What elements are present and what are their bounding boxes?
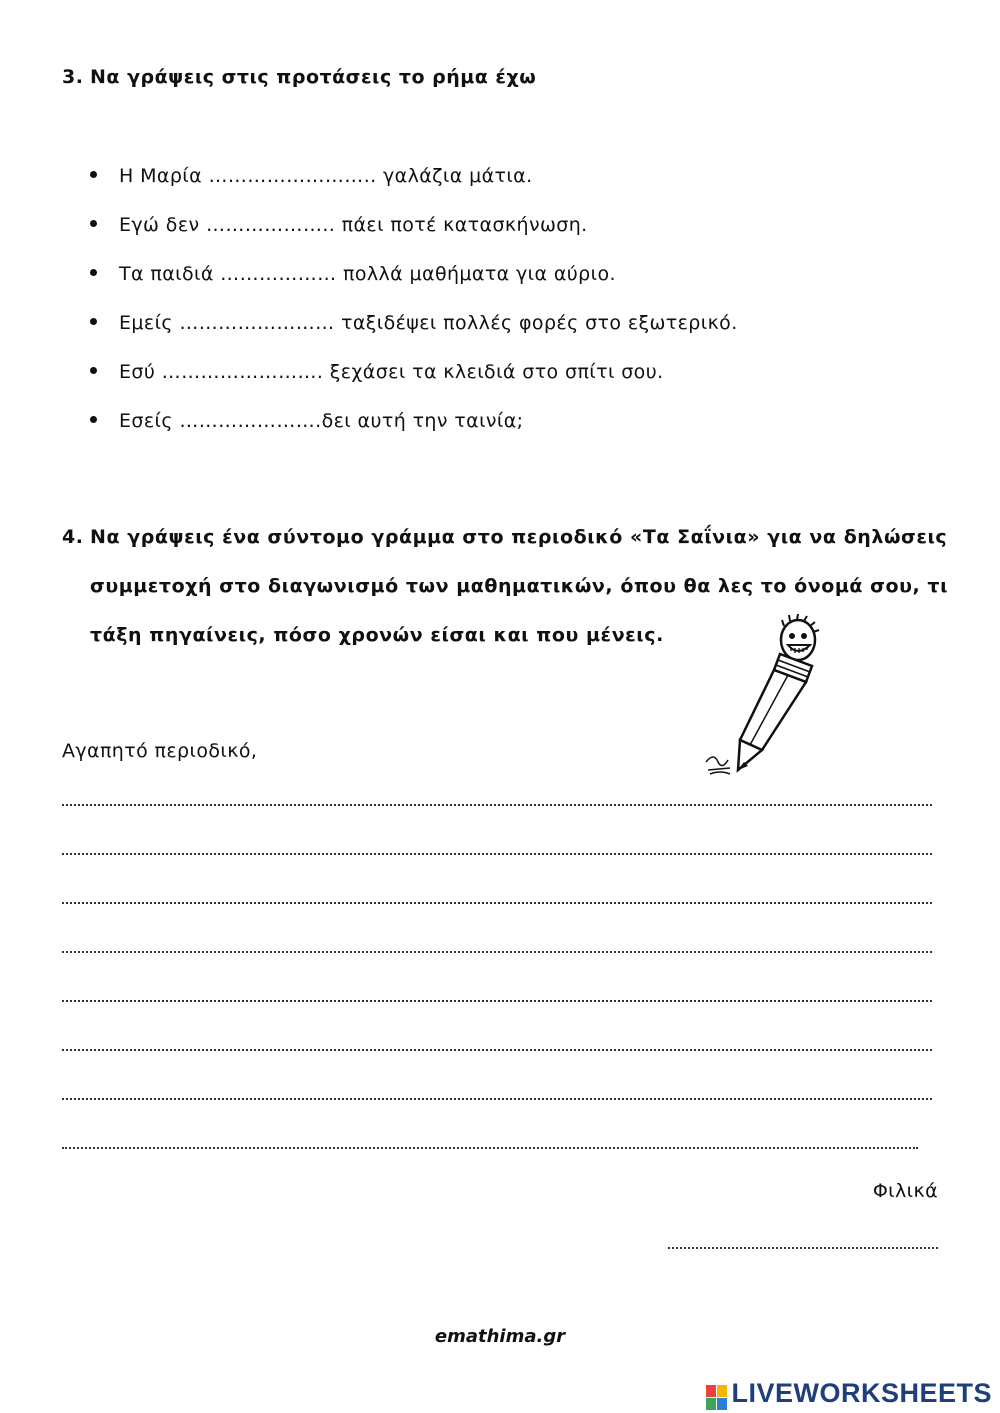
- question-4-line-1: [62, 526, 947, 548]
- sentence-text: Εσύ ……………………. ξεχάσει τα κλειδιά στο σπίτι σου.: [119, 361, 664, 383]
- writing-line[interactable]: [62, 853, 932, 855]
- sentence-item: [90, 410, 523, 432]
- sentence-item: [90, 165, 533, 187]
- sentence-item: [90, 263, 616, 285]
- signature-line[interactable]: [668, 1247, 938, 1249]
- bullet-icon: [90, 416, 97, 423]
- writing-line[interactable]: [62, 1147, 918, 1149]
- liveworksheets-wordmark: LIVEWORKSHEETS: [731, 1378, 992, 1408]
- question-4-line-2: συμμετοχή στο διαγωνισμό των μαθηματικών, όπου θα λες το όνομά σου, τι: [90, 575, 949, 597]
- pencil-character-icon: [700, 612, 830, 777]
- bullet-icon: [90, 171, 97, 178]
- sentence-item: [90, 214, 588, 236]
- sentence-text: Τα παιδιά ……………… πολλά μαθήματα για αύριο.: [119, 263, 616, 285]
- writing-line[interactable]: [62, 1049, 932, 1051]
- bullet-icon: [90, 318, 97, 325]
- writing-line[interactable]: [62, 804, 932, 806]
- bullet-icon: [90, 220, 97, 227]
- bullet-icon: [90, 269, 97, 276]
- question-3-text: Να γράψεις στις προτάσεις το ρήμα έχω: [90, 66, 537, 88]
- sentence-text: Η Μαρία …………………….. γαλάζια μάτια.: [119, 165, 533, 187]
- writing-line[interactable]: [62, 951, 932, 953]
- writing-line[interactable]: [62, 902, 932, 904]
- letter-greeting: Αγαπητό περιοδικό,: [62, 740, 258, 762]
- question-3-title: [62, 66, 536, 88]
- sentence-item: [90, 312, 738, 334]
- sentence-text: Εμείς …………………… ταξιδέψει πολλές φορές στο εξωτερικό.: [119, 312, 738, 334]
- writing-line[interactable]: [62, 1098, 932, 1100]
- question-3-number: 3.: [62, 66, 84, 88]
- sentence-text: Εγώ δεν ……………….. πάει ποτέ κατασκήνωση.: [119, 214, 588, 236]
- letter-closing: Φιλικά: [872, 1180, 938, 1202]
- question-4-text: Να γράψεις ένα σύντομο γράμμα στο περιοδικό «Τα Σαΐνια» για να δηλώσεις: [90, 526, 948, 548]
- bullet-icon: [90, 367, 97, 374]
- liveworksheets-logo-icon: [706, 1385, 728, 1411]
- question-4-line-3: τάξη πηγαίνεις, πόσο χρονών είσαι και που μένεις.: [90, 624, 664, 646]
- site-name: emathima.gr: [434, 1326, 566, 1347]
- sentence-item: [90, 361, 664, 383]
- writing-line[interactable]: [62, 1000, 932, 1002]
- sentence-text: Εσείς ………………….δει αυτή την ταινία;: [119, 410, 524, 432]
- liveworksheets-brand[interactable]: [706, 1378, 992, 1411]
- question-4-number: 4.: [62, 526, 84, 548]
